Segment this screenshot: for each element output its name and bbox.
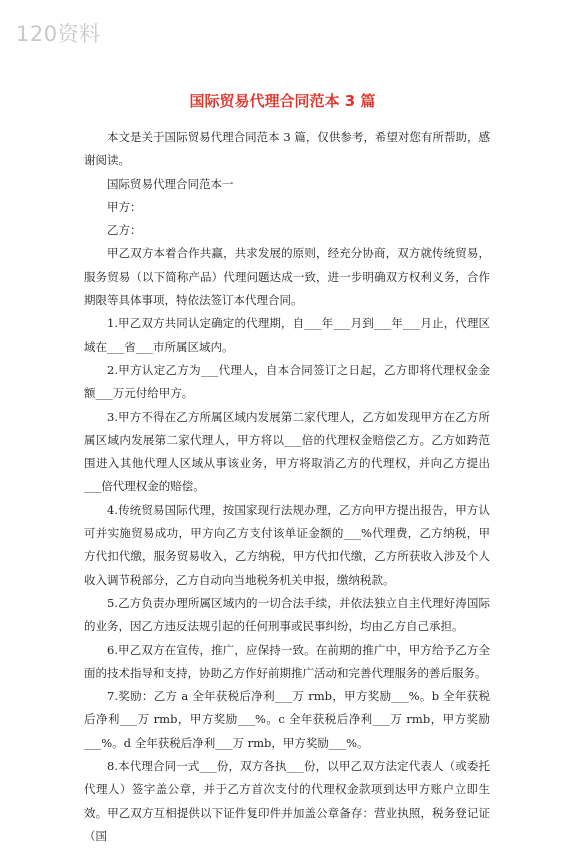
clause-5: 5.乙方负责办理所属区域内的一切合法手续，并依法独立自主代理好涛国际的业务，因乙方违反法规引起的任何刑事或民事纠纷，均由乙方自己承担。	[84, 595, 490, 634]
document-body	[84, 126, 490, 848]
section-heading: 国际贸易代理合同范本一	[107, 176, 234, 191]
clause-4: 4.传统贸易国际代理，按国家现行法规办理，乙方向甲方提出报告，甲方认可并实施贸易成功，甲方向乙方支付该单证金额的___%代理费，乙方纳税，甲方代扣代缴，服务贸易收入，乙方纳税，甲方代扣代缴，乙方所获收入涉及个人收入调节税部分，乙方自动向当地税务机关申报，缴纳税款。	[84, 502, 490, 587]
party-b-line: 乙方：	[107, 223, 142, 238]
clause-3: 3.甲方不得在乙方所属区域内发展第二家代理人，乙方如发现甲方在乙方所属区域内发展第二家代理人，甲方将以___倍的代理权金赔偿乙方。乙方如跨范围进入其他代理人区域从事该业务，甲方将取消乙方的代理权，并向乙方提出___倍代理权金的赔偿。	[84, 409, 490, 494]
party-a-line: 甲方：	[107, 199, 142, 214]
document-title: 国际贸易代理合同范本 3 篇	[189, 92, 376, 110]
watermark-logo: 120资料	[16, 22, 101, 46]
clause-8: 8.本代理合同一式___份，双方各执___份，以甲乙双方法定代表人（或委托代理人）签字盖公章，并于乙方首次支付的代理权金款项到达甲方账户立即生效。甲乙双方互相提供以下证件复印件并加盖公章备存：营业执照，税务登记证（国	[84, 759, 490, 843]
clause-7: 7.奖励：乙方 a 全年获税后净利___万 rmb，甲方奖励___%。b 全年获税后净利___万 rmb，甲方奖励___%。c 全年获税后净利___万 rmb，甲方奖励___%。d 全年获税后净利___万 rmb，甲方奖励___%。	[84, 689, 490, 750]
preamble-paragraph: 甲乙双方本着合作共赢，共求发展的原则，经充分协商，双方就传统贸易，服务贸易（以下简称产品）代理问题达成一致，进一步明确双方权利义务，合作期限等具体事项，特依法签订本代理合同。	[84, 246, 490, 308]
intro-paragraph: 本文是关于国际贸易代理合同范本 3 篇，仅供参考，希望对您有所帮助，感谢阅读。	[84, 130, 490, 168]
clause-2: 2.甲方认定乙方为___代理人，自本合同签订之日起，乙方即将代理权金金额___万元付给甲方。	[84, 362, 490, 401]
clause-1: 1.甲乙双方共同认定确定的代理期，自___年___月到___年___月止，代理区域在___省___市所属区域内。	[84, 316, 490, 354]
clause-6: 6.甲乙双方在宣传，推广，应保持一致。在前期的推广中，甲方给予乙方全面的技术指导和支持，协助乙方作好前期推广活动和完善代理服务的善后服务。	[84, 642, 490, 680]
